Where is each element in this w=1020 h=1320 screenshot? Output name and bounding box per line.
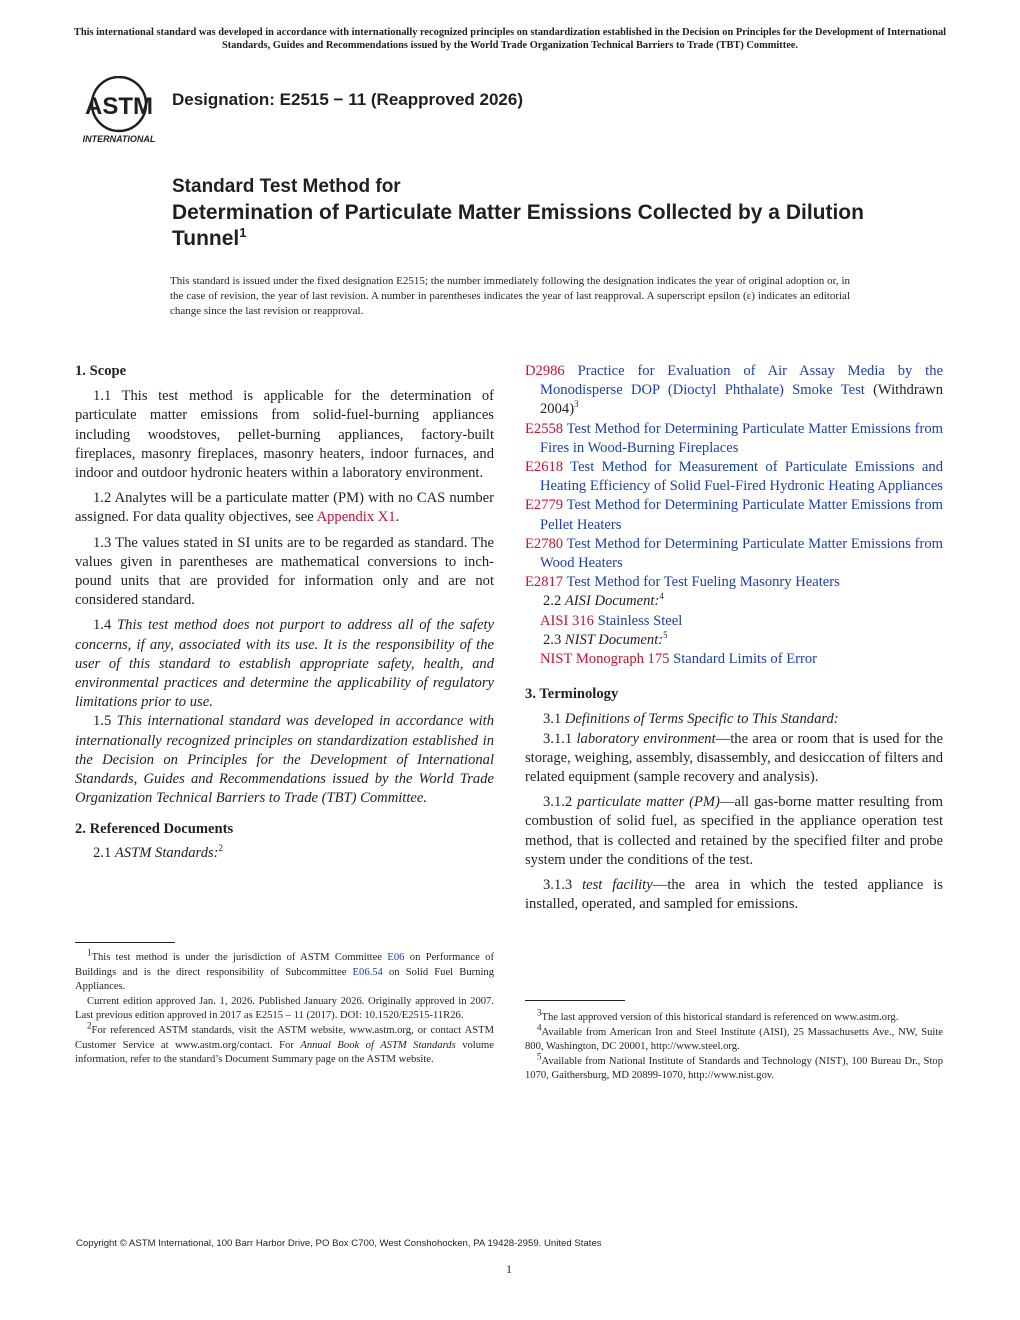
- designation: Designation: E2515 − 11 (Reapproved 2026): [172, 90, 524, 109]
- logo-letters: ASTM: [85, 93, 153, 120]
- footnote-1-edition: Current edition approved Jan. 1, 2026. Published January 2026. Originally approved in 2007. Last previous edition approved in 2017 as E2515 – 11 (2017). DOI: 10.1520/E2515-11R26.: [75, 995, 494, 1022]
- para-1-3: 1.3 The values stated in SI units are to be regarded as standard. The values given in parentheses are mathematical conversions to inch-pound units that are provided for information only and are not considered standard.: [75, 534, 494, 609]
- left-column: [75, 362, 494, 863]
- reference-code-link[interactable]: E2558: [525, 420, 564, 437]
- terminology-heading: 3. Terminology: [525, 686, 619, 703]
- nist-ref: NIST Monograph 175 Standard Limits of Error: [540, 651, 817, 668]
- para-2-2: 2.2 AISI Document:$^4$: [543, 591, 664, 610]
- reference-code-link[interactable]: E2780: [525, 535, 564, 552]
- footnote-2: $^2$For referenced ASTM standards, visit the ASTM website, www.astm.org, or contact ASTM Customer Service at www.astm.org/contact. For Annual Book of ASTM Standards volume information, refer to the standard’s Document Summary page on the ASTM website.: [75, 1020, 494, 1066]
- reference-title[interactable]: Test Method for Determining Particulate Matter Emissions from Fires in Wood-Burning Fireplaces: [540, 420, 943, 456]
- para-1-2: 1.2 Analytes will be a particulate matter (PM) with no CAS number assigned. For data quality objectives, see Appendix X1.: [75, 490, 494, 526]
- reference-list: [525, 362, 943, 592]
- e06-54-link[interactable]: E06.54: [352, 966, 383, 978]
- reference-item: [525, 496, 943, 534]
- appendix-x1-link[interactable]: Appendix X1: [316, 509, 396, 526]
- left-footnotes: [75, 947, 494, 1068]
- reference-withdrawn: (Withdrawn 2004): [540, 382, 943, 418]
- reference-item: [525, 362, 943, 420]
- nist-monograph-link[interactable]: NIST Monograph 175: [540, 651, 670, 668]
- right-column: [525, 362, 943, 914]
- left-footnote-rule: [75, 942, 175, 943]
- reference-item: [525, 535, 943, 573]
- scope-heading: 1. Scope: [75, 363, 127, 379]
- para-2-3: 2.3 NIST Document:$^5$: [543, 629, 668, 648]
- para-1-1: 1.1 This test method is applicable for the determination of particulate matter emissions from solid-fuel-burning appliances including woodstoves, pellet-burning appliances, factory-built fireplaces, masonry fireplaces, masonry heaters, indoor furnaces, and indoor and outdoor hydronic heaters within a laboratory environment.: [75, 388, 494, 482]
- reference-footnote-mark: 3: [574, 399, 579, 410]
- right-footnotes: [525, 1007, 943, 1084]
- reference-title[interactable]: Practice for Evaluation of Air Assay Media by the Monodisperse DOP (Dioctyl Phthalate) Smoke Test: [540, 363, 944, 399]
- para-2-1: 2.1 ASTM Standards:$^2$: [93, 842, 224, 861]
- reference-code-link[interactable]: E2618: [525, 459, 564, 476]
- reference-item: [525, 573, 943, 592]
- reference-title[interactable]: Test Method for Test Fueling Masonry Heaters: [566, 574, 840, 591]
- page-number: 1: [506, 1262, 512, 1276]
- title-line-2: Determination of Particulate Matter Emissions Collected by a Dilution Tunnel$^1$: [172, 201, 864, 250]
- para-3-1: 3.1 Definitions of Terms Specific to This Standard:: [543, 711, 839, 728]
- reference-item: [525, 458, 943, 496]
- footnote-5: $^5$Available from National Institute of Standards and Technology (NIST), 100 Bureau Dr., Stop 1070, Gaithersburg, MD 20899-1070, http://www.nist.gov.: [525, 1051, 943, 1082]
- title-footnote-mark: 1: [239, 225, 247, 240]
- footnote-4: $^4$Available from American Iron and Steel Institute (AISI), 25 Massachusetts Ave., NW, Suite 800, Washington, DC 20001, http://www.steel.org.: [525, 1022, 943, 1053]
- para-3-1-3: 3.1.3 test facility—the area in which the tested appliance is installed, operated, and sampled for emissions.: [525, 877, 943, 913]
- copyright: Copyright © ASTM International, 100 Barr Harbor Drive, PO Box C700, West Conshohocken, PA 19428-2959. United States: [76, 1238, 602, 1249]
- astm-logo: [76, 76, 162, 146]
- title-line-1: Standard Test Method for: [172, 176, 401, 197]
- logo-word: INTERNATIONAL: [82, 134, 156, 144]
- reference-code-link[interactable]: E2817: [525, 574, 564, 591]
- aisi-316-link[interactable]: AISI 316: [540, 612, 594, 629]
- reference-code-link[interactable]: D2986: [525, 363, 565, 379]
- reference-title[interactable]: Test Method for Determining Particulate Matter Emissions from Pellet Heaters: [540, 497, 943, 533]
- aisi-ref: AISI 316 Stainless Steel: [540, 612, 683, 629]
- wto-notice: This international standard was developed in accordance with internationally recognized principles on standardization established in the Decision on Principles for the Development of International Standards, Guides and Recommendations issued by the World Trade Organization Technical Barriers to Trade (TBT) Committee.: [73, 27, 947, 51]
- e06-link[interactable]: E06: [387, 952, 405, 963]
- reference-title[interactable]: Test Method for Determining Particulate Matter Emissions from Wood Heaters: [540, 535, 943, 572]
- para-1-4: 1.4 This test method does not purport to address all of the safety concerns, if any, associated with its use. It is the responsibility of the user of this standard to establish appropriate safety, health, and environmental practices and determine the applicability of regulatory limitations prior to use.: [75, 617, 495, 711]
- para-3-1-1: 3.1.1 laboratory environment—the area or room that is used for the storage, weighing, assembly, disassembly, and desiccation of filters and related equipment (sample recovery and analysis).: [525, 730, 944, 786]
- footnote-1: $^1$This test method is under the jurisdiction of ASTM Committee E06 on Performance of Buildings and is the direct responsibility of Subcommittee E06.54 on Solid Fuel Burning Appliances.: [75, 947, 494, 993]
- reference-title[interactable]: Test Method for Measurement of Particulate Emissions and Heating Efficiency of Solid Fuel-Fired Hydronic Heating Appliances: [540, 459, 943, 495]
- refdocs-heading: 2. Referenced Documents: [75, 821, 234, 838]
- reference-item: [525, 420, 943, 458]
- para-3-1-2: 3.1.2 particulate matter (PM)—all gas-borne matter resulting from combustion of solid fuel, as specified in the appliance operation test method, that is collected and retained by the specified filter and probe system under the conditions of the test.: [525, 794, 944, 868]
- issued-note: This standard is issued under the fixed designation E2515; the number immediately following the designation indicates the year of original adoption or, in the case of revision, the year of last revision. A number in parentheses indicates the year of last reapproval. A superscript epsilon (ε) indicates an editorial change since the last revision or reapproval.: [170, 275, 850, 317]
- right-footnote-rule: [525, 1000, 625, 1001]
- para-1-5: 1.5 This international standard was developed in accordance with internationally recognized principles on standardization established in the Decision on Principles for the Development of International Standards, Guides and Recommendations issued by the World Trade Organization Technical Barriers to Trade (TBT) Committee.: [75, 713, 495, 807]
- reference-code-link[interactable]: E2779: [525, 497, 564, 514]
- footnote-3: $^3$The last approved version of this historical standard is referenced on www.astm.org.: [537, 1007, 899, 1023]
